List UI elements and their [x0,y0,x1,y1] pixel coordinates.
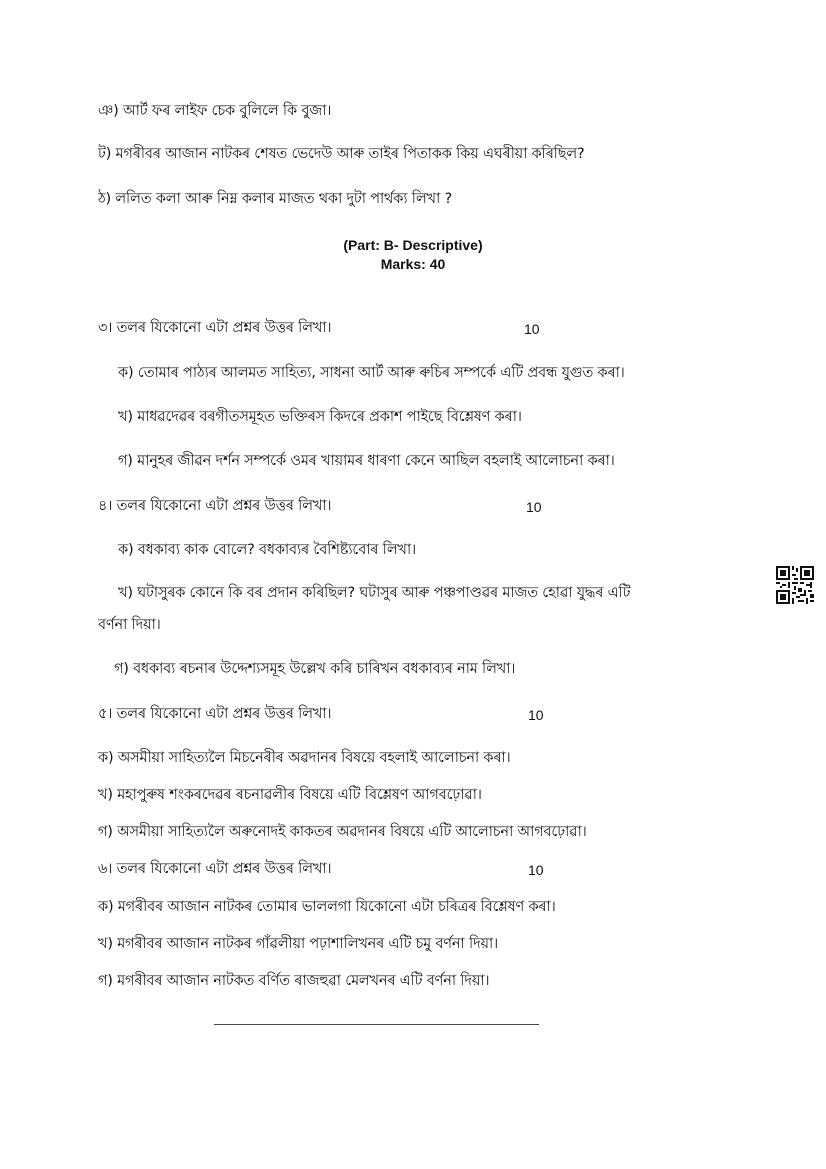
q5-option-c: গ) অসমীয়া সাহিত্যলৈ অৰুনোদই কাকতৰ অৱদানৰ বিষয়ে এটি আলোচনা আগবঢ়োৱা। [98,824,587,840]
q4-option-a: ক) বধকাব্য কাক বোলে? বধকাব্যৰ বৈশিষ্ট্যবোৰ লিখা। [118,542,416,558]
q3-option-a: ক) তোমাৰ পাঠ্যৰ আলমত সাহিত্য, সাধনা আৰ্ট আৰু ৰুচিৰ সম্পৰ্কে এটি প্ৰবন্ধ যুগুত কৰা। [118,365,625,381]
q4-marks: 10 [526,499,542,515]
q4-option-b-line2: বৰ্ণনা দিয়া। [98,617,161,633]
q5-marks: 10 [528,707,544,723]
part-b-marks: Marks: 40 [380,256,446,272]
q4-option-c: গ) বধকাব্য ৰচনাৰ উদ্দেশ্যসমূহ উল্লেখ কৰি চাৰিখন বধকাব্যৰ নাম লিখা। [114,661,516,677]
part-b-title: (Part: B- Descriptive) [343,237,483,253]
q3-heading: ৩। তলৰ যিকোনো এটা প্ৰশ্নৰ উত্তৰ লিখা। [98,320,332,336]
q6-marks: 10 [528,862,544,878]
q3-option-c: গ) মানুহৰ জীৱন দৰ্শন সম্পৰ্কে ওমৰ খায়ামৰ ধাৰণা কেনে আছিল বহলাই আলোচনা কৰা। [118,453,615,469]
end-rule [214,1024,539,1025]
q3-option-b: খ) মাধৱদেৱৰ বৰগীতসমূহত ভক্তিৰস কিদৰে প্ৰকাশ পাইছে বিশ্লেষণ কৰা। [118,409,522,425]
q4-heading: ৪। তলৰ যিকোনো এটা প্ৰশ্নৰ উত্তৰ লিখা। [98,498,332,514]
q5-heading: ৫। তলৰ যিকোনো এটা প্ৰশ্নৰ উত্তৰ লিখা। [98,706,332,722]
qr-code-icon [776,566,814,604]
q6-heading: ৬। তলৰ যিকোনো এটা প্ৰশ্নৰ উত্তৰ লিখা। [98,861,332,877]
q6-option-c: গ) মগৰীবৰ আজান নাটকত বৰ্ণিত ৰাজহুৱা মেলখনৰ এটি বৰ্ণনা দিয়া। [98,973,490,989]
q3-marks: 10 [524,321,540,337]
q6-option-a: ক) মগৰীবৰ আজান নাটকৰ তোমাৰ ভাললগা যিকোনো এটা চৰিত্ৰৰ বিশ্লেষণ কৰা। [98,899,556,915]
q6-option-b: খ) মগৰীবৰ আজান নাটকৰ গাঁৱলীয়া পঢ়াশালিখনৰ এটি চমু বৰ্ণনা দিয়া। [98,936,499,952]
question-nya: ঞ) আৰ্ট ফৰ লাইফ চেক বুলিলে কি বুজা। [98,103,332,119]
q5-option-b: খ) মহাপুৰুষ শংকৰদেৱৰ ৰচনাৱলীৰ বিষয়ে এটি বিশ্লেষণ আগবঢ়োৱা। [98,787,482,803]
q4-option-b-line1: খ) ঘটাসুৰক কোনে কি বৰ প্ৰদান কৰিছিল? ঘটাসুৰ আৰু পঞ্চপাণ্ডৱৰ মাজত হোৱা যুদ্ধৰ এটি [118,585,631,601]
q5-option-a: ক) অসমীয়া সাহিত্যলৈ মিচনেৰীৰ অৱদানৰ বিষয়ে বহলাই আলোচনা কৰা। [98,750,511,766]
question-tha: ঠ) ললিত কলা আৰু নিম্ন কলাৰ মাজত থকা দুটা পাৰ্থক্য লিখা ? [98,191,452,207]
question-ta: ট) মগৰীবৰ আজান নাটকৰ শেষত ভেদেউ আৰু তাইৰ পিতাকক কিয় এঘৰীয়া কৰিছিল? [98,146,585,162]
